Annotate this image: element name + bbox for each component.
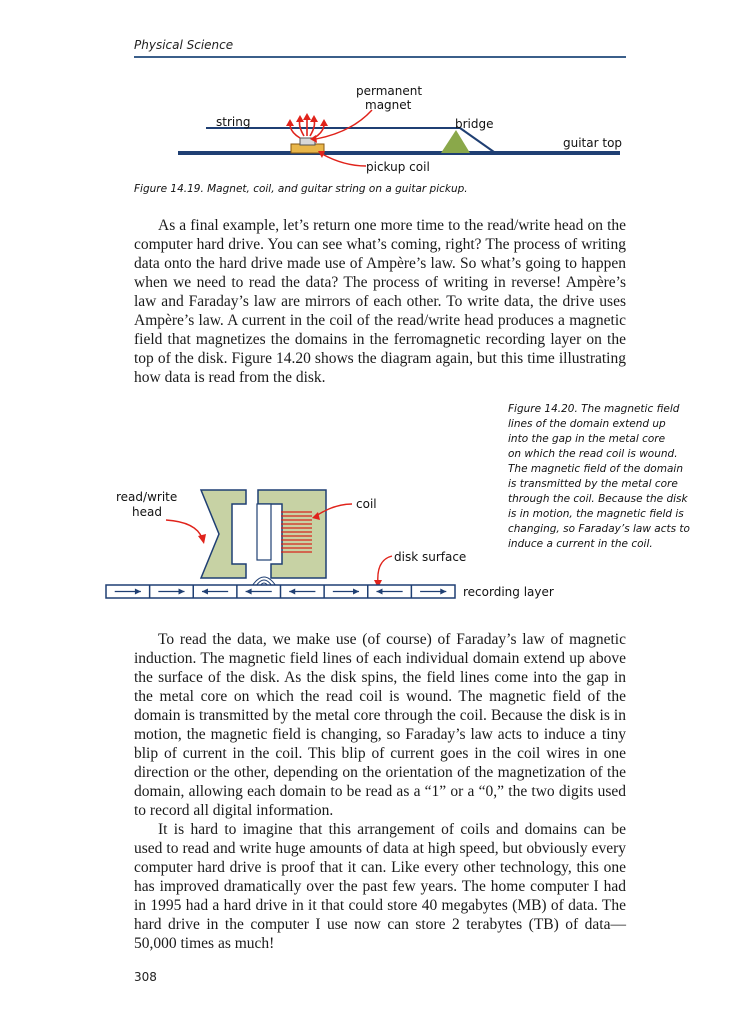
label-read-write: read/write [116,490,178,504]
caption-line: lines of the domain extend up [508,418,666,430]
caption-line: is in motion, the magnetic field is [508,508,684,520]
body-paragraph-2: To read the data, we make use (of course) of Faraday’s law of magnetic induction. The magnetic field lines of each individual domain extend up above the surface of the disk. As the disk spins, the field lines come into the gap in the metal core on which the read coil is wound. The magnetic field of the domain is transmitted by the metal core through the coil. Because the disk is in motion, the magnetic field is changing, so Faraday’s law acts to induce a tiny blip of current in the coil. This blip of current goes in the coil wires in one direction or the other, depending on the orientation of the magnetization of the domain, allowing each domain to be read as a “1” or a “0,” the two digits used to record all digital information. [134,631,626,819]
label-magnet: magnet [365,98,412,112]
caption-line: The magnetic field of the domain [508,463,683,475]
body-paragraph-3: It is hard to imagine that this arrangement of coils and domains can be used to read and write huge amounts of data at high speed, but obviously every computer hard drive is proof that it can. Like every other technology, this one has improved dramatically over the past few years. The home computer I had in 1995 had a hard drive in it that could store 40 megabytes (MB) of data. The hard drive in the computer I use now can store 2 terabytes (TB) of data—50,000 times as much! [134,821,626,952]
label-head: head [132,505,162,519]
read-write-head-pointer-head [198,534,206,544]
running-head: Physical Science [134,38,234,52]
read-write-head-core [201,490,246,578]
disk-surface-pointer-line [378,556,392,584]
caption-line: through the coil. Because the disk [508,493,688,505]
caption-line: is transmitted by the metal core [508,478,678,490]
label-coil: coil [356,497,377,511]
caption-line: induce a current in the coil. [508,538,653,550]
read-write-head-pointer-line [166,520,202,538]
label-recording-layer: recording layer [463,585,554,599]
figure-14-19-caption: Figure 14.19. Magnet, coil, and guitar string on a guitar pickup. [134,183,468,195]
pickup-coil-pointer-line [322,154,366,166]
label-pickup-coil: pickup coil [366,160,430,174]
bridge-shape [441,130,470,153]
caption-line: changing, so Faraday’s law acts to [508,523,690,535]
label-string: string [216,115,251,129]
caption-line: Figure 14.20. The magnetic field [508,403,680,415]
label-permanent: permanent [356,84,423,98]
label-guitar-top: guitar top [563,136,623,150]
figure-14-20-caption [508,402,708,552]
label-bridge: bridge [455,117,494,131]
caption-line: on which the read coil is wound. [508,448,678,460]
caption-line: into the gap in the metal core [508,433,666,445]
page-number: 308 [134,970,157,984]
body-paragraph-1: As a final example, let’s return one more time to the read/write head on the computer hard drive. You can see what’s coming, right? The process of writing data onto the hard drive made use of Ampère’s law. So what’s going to happen when we need to read the data? The process of writing in reverse! Ampère’s law and Faraday’s law are mirrors of each other. To write data, the drive uses Ampère’s law. A current in the coil of the read/write head produces a magnetic field that magnetizes the domains in the ferromagnetic recording layer on the top of the disk. Figure 14.20 shows the diagram again, but this time illustrating how data is read from the disk. [134,217,626,386]
label-disk-surface: disk surface [394,550,467,564]
core-gap [257,504,271,560]
